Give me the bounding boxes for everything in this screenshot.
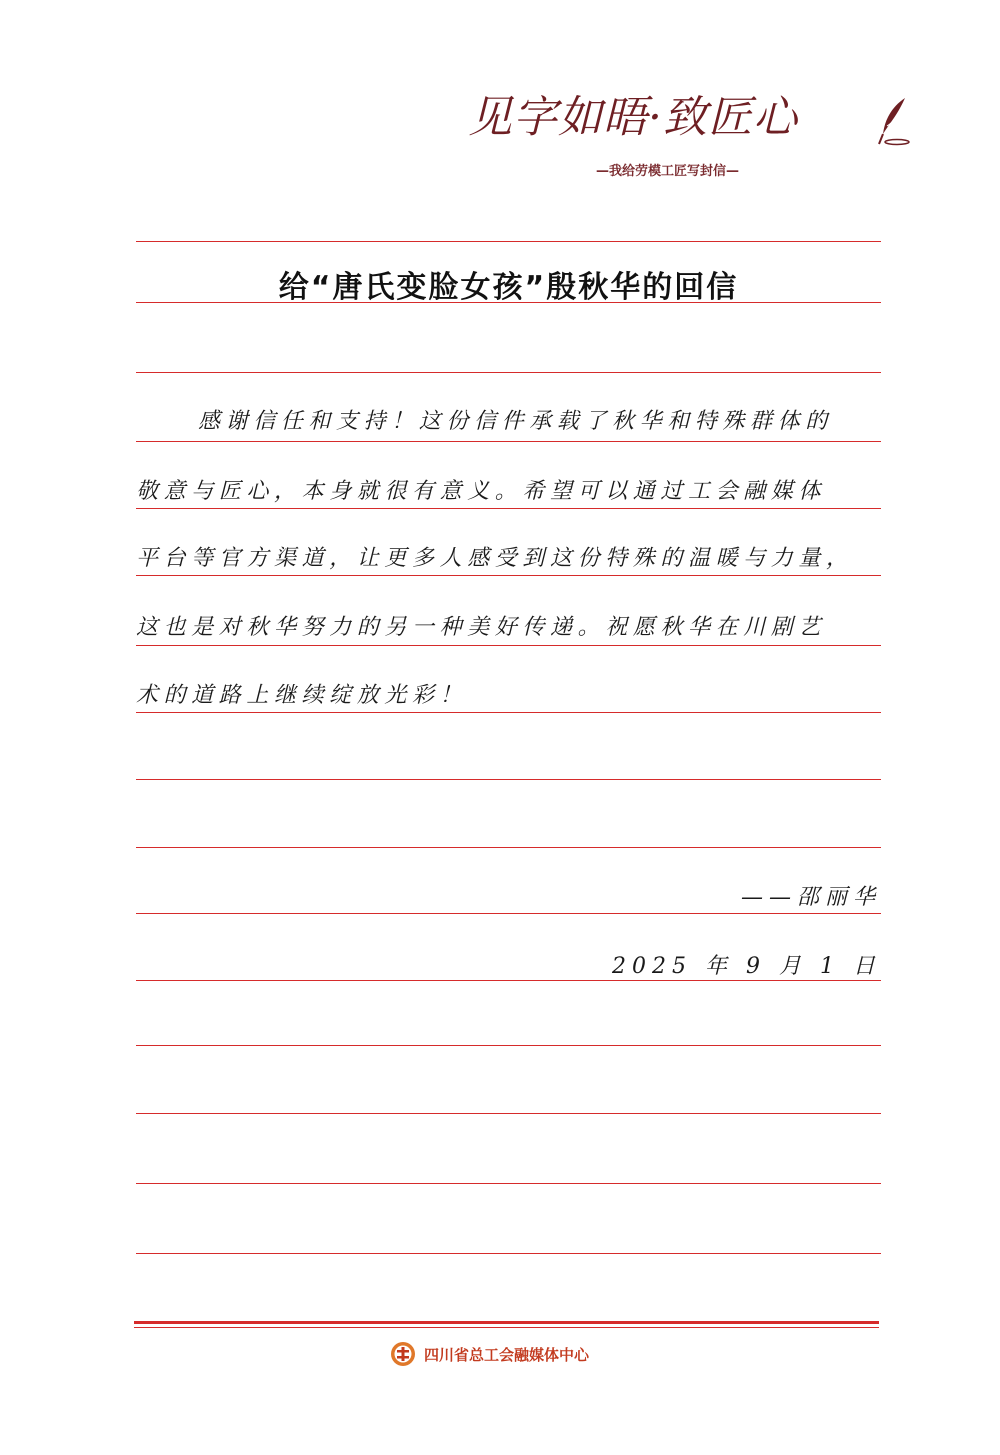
- footer-divider-thin: [134, 1327, 879, 1328]
- ruled-line: [136, 779, 881, 780]
- letter-body-line: 敬意与匠心，本身就很有意义。希望可以通过工会融媒体: [136, 479, 827, 504]
- ruled-line: [136, 508, 881, 509]
- trade-union-emblem-icon: [390, 1341, 416, 1367]
- ruled-line: [136, 441, 881, 442]
- ruled-line: [136, 1183, 881, 1184]
- brand-title: 见字如晤·致匠心: [468, 92, 798, 143]
- ruled-line: [136, 1253, 881, 1254]
- letter-body-line: 平台等官方渠道，让更多人感受到这份特殊的温暖与力量，: [136, 546, 854, 571]
- ruled-line: [136, 645, 881, 646]
- letter-body-line: 这也是对秋华努力的另一种美好传递。祝愿秋华在川剧艺: [136, 615, 827, 640]
- ruled-line: [136, 847, 881, 848]
- letter-body-line: 感谢信任和支持！这份信件承载了秋华和特殊群体的: [198, 409, 833, 434]
- footer: [390, 1340, 589, 1368]
- ruled-line: [136, 1045, 881, 1046]
- signature: ——邵丽华: [740, 885, 881, 910]
- footer-organization: 四川省总工会融媒体中心: [424, 1345, 590, 1364]
- letter-date: 2025 年 9 月 1 日: [612, 954, 881, 979]
- ruled-line: [136, 575, 881, 576]
- footer-divider: [134, 1321, 879, 1324]
- ruled-line: [136, 712, 881, 713]
- letter-body-line: 术的道路上继续绽放光彩！: [136, 683, 468, 708]
- ruled-line: [136, 241, 881, 242]
- letter-title: 给“唐氏变脸女孩”殷秋华的回信: [278, 270, 739, 305]
- brand-header: [460, 88, 920, 188]
- brand-subtitle: —我给劳模工匠写封信—: [596, 164, 740, 179]
- ruled-line: [136, 913, 881, 914]
- quill-icon: [875, 96, 911, 146]
- ruled-line: [136, 1113, 881, 1114]
- ruled-line: [136, 372, 881, 373]
